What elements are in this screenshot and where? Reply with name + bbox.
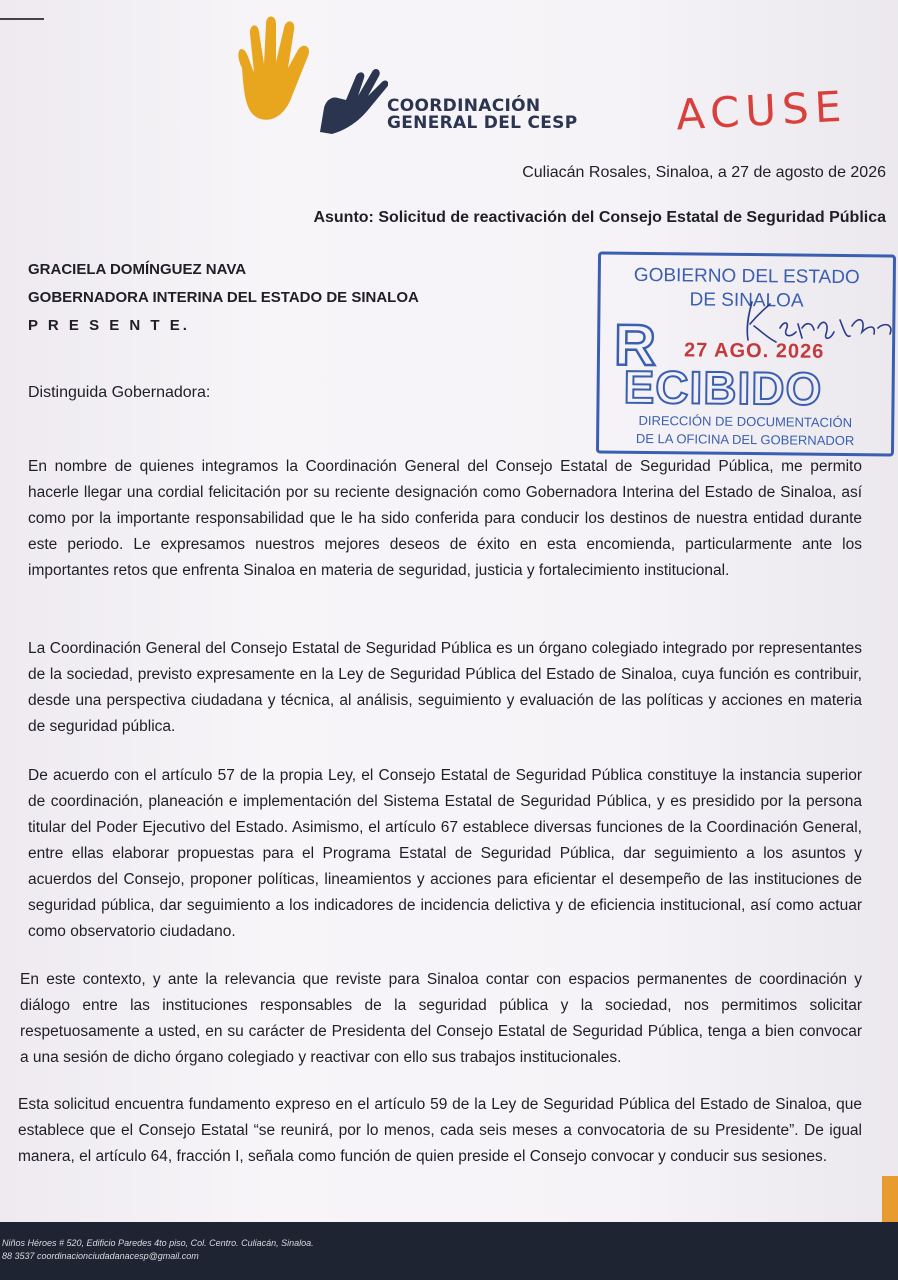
stamp-letter-r: R: [613, 312, 657, 379]
logo-wordmark: [387, 98, 577, 132]
acuse-handwritten-mark: ACUSE: [674, 81, 849, 140]
footer-contact: 88 3537 coordinacionciudadanacesp@gmail.com: [2, 1251, 199, 1261]
navy-hand-icon: [320, 69, 388, 134]
place-date: Culiacán Rosales, Sinaloa, a 27 de agosto de 2026: [522, 164, 886, 181]
yellow-hand-icon: [238, 17, 309, 120]
subject-line: Asunto: Solicitud de reactivación del Consejo Estatal de Seguridad Pública: [313, 209, 886, 226]
paragraph-3: De acuerdo con el artículo 57 de la propia Ley, el Consejo Estatal de Seguridad Pública constituye la instancia superior de coordinación, planeación e implementación del Sistema Estatal de Seguridad Pública, y es presidido por la persona titular del Poder Ejecutivo del Estado. Asimismo, el artículo 67 establece diversas funciones de la Coordinación General, entre ellas elaborar propuestas para el Programa Estatal de Seguridad Pública, dar seguimiento a los asuntos y acuerdos del Consejo, proponer políticas, lineamientos y acciones para eficientar el desempeño de las instituciones de seguridad pública, dar seguimiento a los indicadores de incidencia delictiva y de eficiencia institucional, así como actuar como observatorio ciudadano.: [28, 766, 862, 940]
paragraph-4: En este contexto, y ante la relevancia que reviste para Sinaloa contar con espacios permanentes de coordinación y diálogo entre las instituciones responsables de la seguridad pública y la sociedad, nos permitimos solicitar respetuosamente a usted, en su carácter de Presidenta del Consejo Estatal de Seguridad Pública, tenga a bien convocar a una sesión de dicho órgano colegiado y reactivar con ello sus trabajos institucionales.: [20, 970, 862, 1066]
paragraph-5: Esta solicitud encuentra fundamento expreso en el artículo 59 de la Ley de Seguridad Pública del Estado de Sinaloa, que establece que el Consejo Estatal “se reunirá, por lo menos, cada seis meses a convocatoria de su Presidente”. De igual manera, el artículo 64, fracción I, señala como función de quien preside el Consejo convocar y conducir sus sesiones.: [18, 1095, 862, 1165]
presente-line: P R E S E N T E.: [28, 317, 190, 334]
handwritten-signature: [690, 282, 898, 362]
recipient-title: GOBERNADORA INTERINA DEL ESTADO DE SINALOA: [28, 289, 419, 306]
stamp-line-2: DE SINALOA: [689, 289, 804, 312]
stamp-line-1: GOBIERNO DEL ESTADO: [633, 264, 860, 289]
pen-mark: [0, 18, 44, 20]
stamp-line-4: DE LA OFICINA DEL GOBERNADOR: [635, 430, 855, 449]
addressee-block: [28, 256, 419, 340]
cesp-logo: [228, 16, 388, 136]
logo-line-1: COORDINACIÓN: [387, 96, 541, 116]
salutation: Distinguida Gobernadora:: [28, 384, 211, 401]
logo-line-2: GENERAL DEL CESP: [387, 113, 578, 133]
footer-address: Niños Héroes # 520, Edificio Paredes 4to piso, Col. Centro. Culiacán, Sinaloa.: [2, 1238, 314, 1248]
recipient-name: GRACIELA DOMÍNGUEZ NAVA: [28, 261, 247, 278]
stamp-recibido: ECIBIDO: [623, 360, 823, 415]
paragraph-1: En nombre de quienes integramos la Coordinación General del Consejo Estatal de Seguridad Pública, me permito hacerle llegar una cordial felicitación por su reciente designación como Gobernadora Interina del Estado de Sinaloa, así como por la importante responsabilidad que le ha sido conferida para conducir los destinos de nuestra entidad durante este periodo. Le expresamos nuestros mejores deseos de éxito en esta encomienda, particularmente ante los importantes retos que enfrenta Sinaloa en materia de seguridad, justicia y fortalecimiento institucional.: [28, 457, 862, 579]
stamp-line-3: DIRECCIÓN DE DOCUMENTACIÓN: [638, 412, 853, 431]
stamp-date: 27 AGO. 2026: [683, 339, 825, 363]
letterhead-footer: [0, 1222, 898, 1280]
paragraph-2: La Coordinación General del Consejo Estatal de Seguridad Pública es un órgano colegiado integrado por representantes de la sociedad, previsto expresamente en la Ley de Seguridad Pública del Estado de Sinaloa, cuya función es contribuir, desde una perspectiva ciudadana y técnica, al análisis, seguimiento y evaluación de las políticas y acciones en materia de seguridad pública.: [28, 639, 862, 735]
